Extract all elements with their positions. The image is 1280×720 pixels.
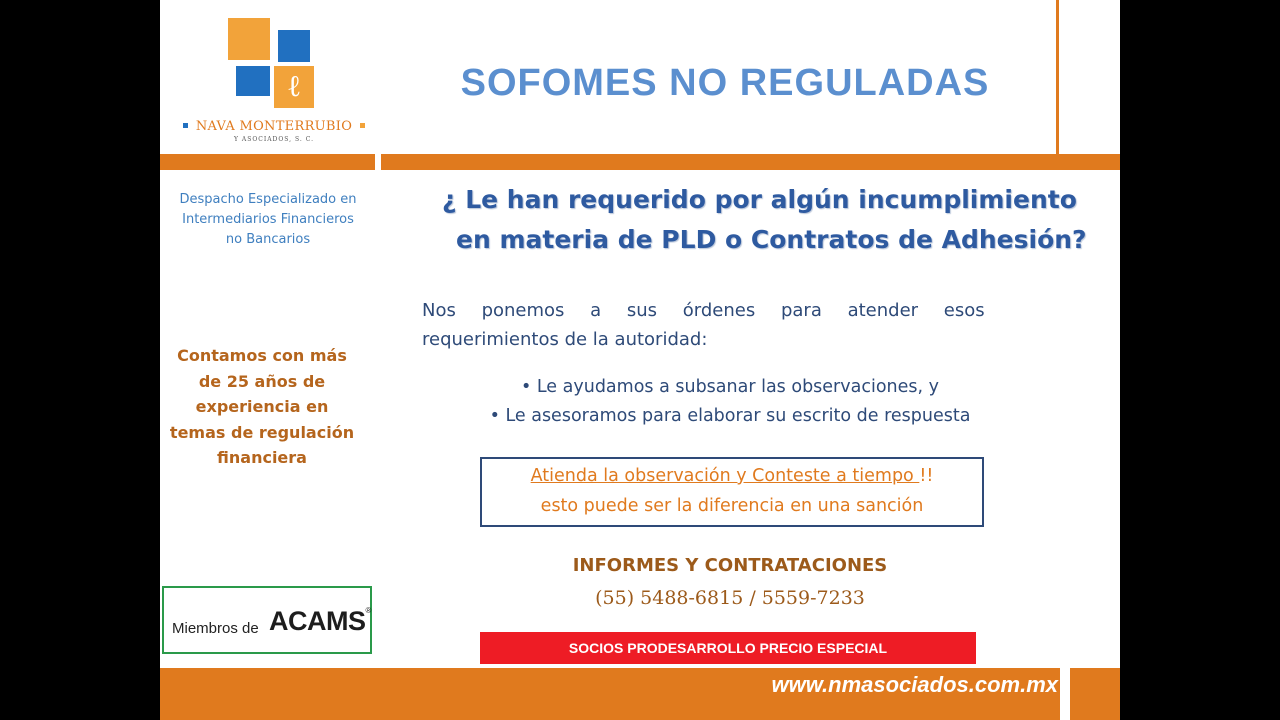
page-title: SOFOMES NO REGULADAS bbox=[460, 62, 990, 104]
bullet-square-icon bbox=[360, 123, 365, 128]
experience-line: Contamos con más bbox=[177, 346, 347, 365]
footer-bar-gap bbox=[1060, 668, 1070, 720]
acams-prefix: Miembros de bbox=[172, 620, 259, 637]
service-list bbox=[390, 373, 1070, 431]
cta-link[interactable]: Atienda la observación y Conteste a tiempo bbox=[530, 466, 920, 486]
website-link[interactable]: www.nmasociados.com.mx bbox=[771, 672, 1058, 697]
experience-line: financiera bbox=[217, 448, 307, 467]
call-to-action-box bbox=[480, 457, 984, 527]
cta-exclaim: !! bbox=[919, 466, 934, 486]
acams-membership-badge bbox=[162, 586, 372, 654]
question-line: ¿ Le han requerido por algún incumplimiento bbox=[442, 185, 1077, 214]
promo-banner: SOCIOS PRODESARROLLO PRECIO ESPECIAL bbox=[480, 632, 976, 664]
slide bbox=[160, 0, 1120, 720]
contact-heading: INFORMES Y CONTRATACIONES bbox=[572, 555, 888, 576]
list-item: • Le ayudamos a subsanar las observaciones, y bbox=[520, 377, 939, 397]
firm-subtitle: Y ASOCIADOS, S. C. bbox=[234, 136, 314, 143]
acams-logo-text: ACAMS bbox=[269, 606, 366, 636]
header-bar-left bbox=[160, 154, 375, 170]
cta-line bbox=[482, 466, 982, 486]
intro-paragraph bbox=[422, 296, 1040, 354]
description-line: Intermediarios Financieros bbox=[182, 212, 354, 227]
contact-phones: (55) 5488-6815 / 5559-7233 bbox=[595, 587, 865, 609]
description-line: Despacho Especializado en bbox=[179, 192, 357, 207]
list-item: • Le asesoramos para elaborar su escrito de respuesta bbox=[489, 406, 971, 426]
logo-square-blue bbox=[236, 66, 270, 96]
description-line: no Bancarios bbox=[225, 232, 311, 247]
question-line: en materia de PLD o Contratos de Adhesión? bbox=[456, 225, 1087, 254]
cta-line: esto puede ser la diferencia en una sanción bbox=[540, 496, 924, 516]
bullet-square-icon bbox=[183, 123, 188, 128]
experience-line: temas de regulación bbox=[169, 422, 355, 442]
firm-name-text: NAVA MONTERRUBIO bbox=[195, 119, 353, 134]
firm-name bbox=[174, 119, 374, 134]
experience-line: experiencia en bbox=[195, 397, 329, 416]
acams-logo bbox=[269, 606, 371, 637]
intro-line: requerimientos de la autoridad: bbox=[422, 329, 708, 350]
logo-square-blue bbox=[278, 30, 310, 62]
logo-square-orange bbox=[228, 18, 270, 60]
main-question bbox=[420, 180, 1120, 260]
experience-statement bbox=[162, 343, 362, 471]
header-divider bbox=[1056, 0, 1059, 154]
firm-description bbox=[168, 190, 368, 250]
header-bar-right bbox=[381, 154, 1120, 170]
experience-line: de 25 años de bbox=[198, 371, 326, 391]
intro-line: Nos ponemos a sus órdenes para atender esos bbox=[422, 300, 985, 321]
logo-monogram-icon: ℓ bbox=[286, 69, 302, 104]
registered-mark: ® bbox=[365, 606, 371, 615]
